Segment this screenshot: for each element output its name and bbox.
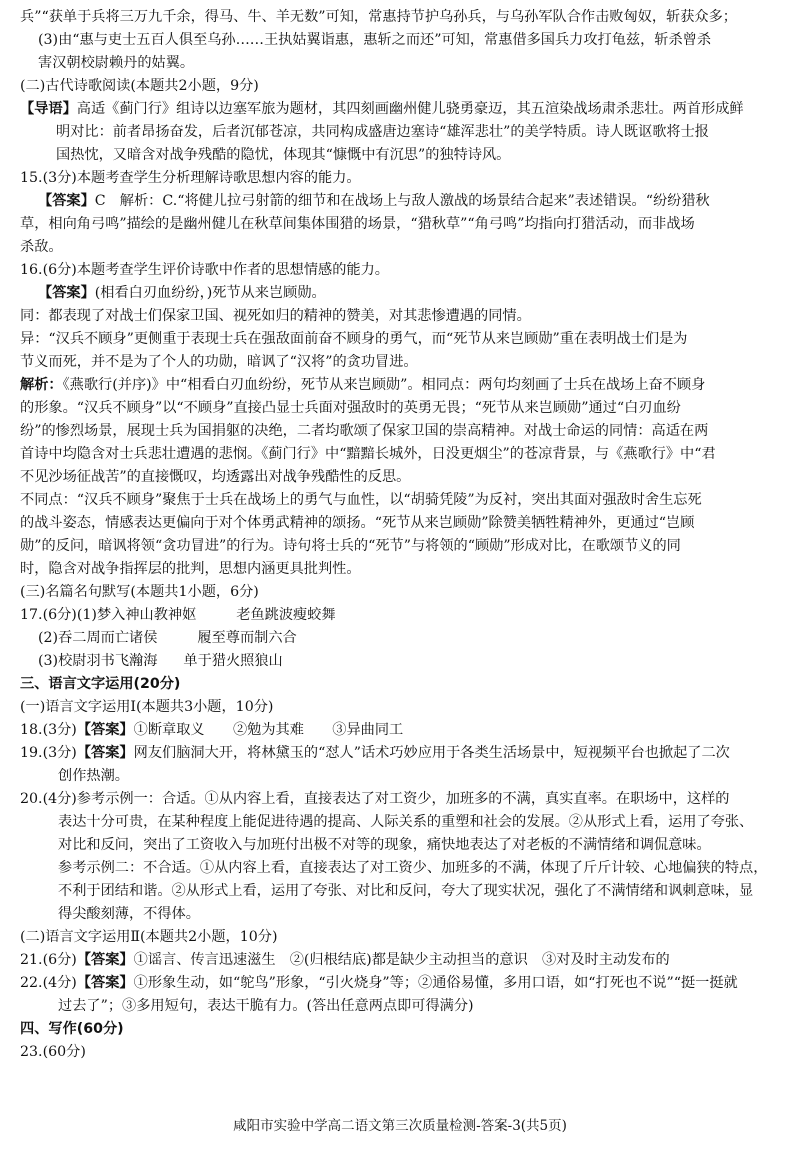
text-line: 异：“汉兵不顾身”更侧重于表现士兵在强敌面前奋不顾身的勇气，而“死节从来岂顾勋”重在表明战士们是为 xyxy=(20,331,688,347)
text-line: 得尖酸刻薄，不得体。 xyxy=(58,906,200,922)
answer-label: 【答案】 xyxy=(38,193,95,209)
text-line: 不利于团结和谐。②从形式上看，运用了夸张、对比和反问，夸大了现实状况，强化了不满情绪和讽刺意味，显 xyxy=(58,883,754,899)
page-footer: 咸阳市实验中学高二语文第三次质量检测-答案-3(共5页) xyxy=(233,1118,567,1134)
text-line: 创作热潮。 xyxy=(58,768,129,784)
text-line: 节义而死，并不是为了个人的功勋，暗讽了“汉将”的贪功冒进。 xyxy=(20,354,418,370)
answer-line: 【答案】(相看白刃血纷纷，)死节从来岂顾勋。 xyxy=(38,285,326,301)
section-heading: (二)语言文字运用Ⅱ(本题共2小题，10分) xyxy=(20,929,278,945)
text-line: 过去了”；③多用短句，表达干脆有力。(答出任意两点即可得满分) xyxy=(58,998,474,1014)
text-line: 不见沙场征战苦”的直接慨叹，均透露出对战争残酷性的反思。 xyxy=(20,469,411,485)
text-line: 杀敌。 xyxy=(20,239,63,255)
section-heading: 三、语言文字运用(20分) xyxy=(20,676,181,692)
text-line: 草，相向角弓鸣”描绘的是幽州健儿在秋草间集体围猎的场景，“猎秋草”“角弓鸣”均指向打猎活动，而非战场 xyxy=(20,216,695,232)
answer-label: 【答案】 xyxy=(38,285,95,301)
text-line: 时，隐含对战争指挥层的批判，思想内涵更具批判性。 xyxy=(20,561,361,577)
question-17: 17.(6分)(1)梦入神山教神妪 老鱼跳波瘦蛟舞 xyxy=(20,607,336,623)
guide-label: 【导语】 xyxy=(20,101,77,117)
text-line: 国热忱，又暗含对战争残酷的隐忧，体现其“慷慨中有沉思”的独特诗风。 xyxy=(56,147,511,163)
text-line: 纷”的惨烈场景，展现士兵为国捐躯的决绝，二者均歌颂了保家卫国的崇高精神。对战士命运的同情：高适在两 xyxy=(20,423,709,439)
analysis-label: 解析： xyxy=(20,377,63,393)
answer-label: 【答案】 xyxy=(76,952,134,968)
question-23: 23.(60分) xyxy=(20,1044,86,1060)
question-16: 16.(6分)本题考查学生评价诗歌中作者的思想情感的能力。 xyxy=(20,262,389,278)
question-15: 15.(3分)本题考查学生分析理解诗歌思想内容的能力。 xyxy=(20,170,361,186)
section-heading: (二)古代诗歌阅读(本题共2小题，9分) xyxy=(20,78,259,94)
answer-sheet xyxy=(20,6,782,1064)
question-19: 19.(3分)【答案】网友们脑洞大开，将林黛玉的“怼人”话术巧妙应用于各类生活场景中，短视频平台也掀起了二次 xyxy=(20,745,730,761)
text-line: 害汉朝校尉赖丹的姑翼。 xyxy=(38,55,195,71)
text-line: 明对比：前者昂扬奋发，后者沉郁苍凉，共同构成盛唐边塞诗“雄浑悲壮”的美学特质。诗人既讴歌将士报 xyxy=(56,124,709,140)
text-line: 的战斗姿态，情感表达更偏向于对个体勇武精神的颂扬。“死节从来岂顾勋”除赞美牺牲精神外，更通过“岂顾 xyxy=(20,515,695,531)
guide-paragraph: 【导语】高适《蓟门行》组诗以边塞军旅为题材，其四刻画幽州健儿骁勇豪迈，其五渲染战场肃杀悲壮。两首形成鲜 xyxy=(20,101,744,117)
question-20: 20.(4分)参考示例一：合适。①从内容上看，直接表达了对工资少，加班多的不满，真实直率。在职场中，这样的 xyxy=(20,791,730,807)
text-line: (3)校尉羽书飞瀚海 单于猎火照狼山 xyxy=(38,653,283,669)
text-line: 表达十分可贵，在某种程度上能促进待遇的提高、人际关系的重塑和社会的发展。②从形式上看，运用了夸张、 xyxy=(58,814,754,830)
section-heading: 四、写作(60分) xyxy=(20,1021,124,1037)
analysis-line: 解析：《燕歌行(并序)》中“相看白刃血纷纷，死节从来岂顾勋”。相同点：两句均刻画了士兵在战场上奋不顾身 xyxy=(20,377,706,393)
question-22: 22.(4分)【答案】①形象生动，如“鸵鸟”形象，“引火烧身”等；②通俗易懂，多用口语，如“打死也不说”“挺一挺就 xyxy=(20,975,738,991)
text-line: 对比和反问，突出了工资收入与加班付出极不对等的现象，痛快地表达了对老板的不满情绪和调侃意味。 xyxy=(58,837,711,853)
text-line: 首诗中均隐含对士兵悲壮遭遇的悲悯。《蓟门行》中“黯黯长城外，日没更烟尘”的苍凉背景，与《燕歌行》中“君 xyxy=(20,446,716,462)
text-line: 兵”“获单于兵将三万九千余，得马、牛、羊无数”可知，常惠持节护乌孙兵，与乌孙军队合作击败匈奴，斩获众多； xyxy=(20,9,737,25)
question-18: 18.(3分)【答案】①断章取义 ②勉为其难 ③异曲同工 xyxy=(20,722,404,738)
text-line: 的形象。“汉兵不顾身”以“不顾身”直接凸显士兵面对强敌时的英勇无畏；“死节从来岂顾勋”通过“白刃血纷 xyxy=(20,400,681,416)
question-21: 21.(6分)【答案】①谣言、传言迅速滋生 ②(归根结底)都是缺少主动担当的意识 ③对及时主动发布的 xyxy=(20,952,670,968)
answer-label: 【答案】 xyxy=(76,975,134,991)
text-line: (2)吞二周而亡诸侯 履至尊而制六合 xyxy=(38,630,297,646)
answer-line: 【答案】C 解析：C.“将健儿拉弓射箭的细节和在战场上与敌人激战的场景结合起来”表述错误。“纷纷猎秋 xyxy=(38,193,710,209)
text-line: 参考示例二：不合适。①从内容上看，直接表达了对工资少、加班多的不满，体现了斤斤计较、心地偏狭的特点， xyxy=(58,860,768,876)
text-line: 不同点：“汉兵不顾身”聚焦于士兵在战场上的勇气与血性，以“胡骑凭陵”为反衬，突出其面对强敌时舍生忘死 xyxy=(20,492,702,508)
section-heading: (三)名篇名句默写(本题共1小题，6分) xyxy=(20,584,259,600)
text-line: 勋”的反问，暗讽将领“贪功冒进”的行为。诗句将士兵的“死节”与将领的“顾勋”形成对比，在歌颂节义的同 xyxy=(20,538,681,554)
text-line: (3)由“惠与吏士五百人俱至乌孙……王执姑翼诣惠，惠斩之而还”可知，常惠借多国兵力攻打龟兹，斩杀曾杀 xyxy=(38,32,712,48)
section-heading: (一)语言文字运用Ⅰ(本题共3小题，10分) xyxy=(20,699,274,715)
answer-label: 【答案】 xyxy=(76,722,134,738)
answer-label: 【答案】 xyxy=(76,745,134,761)
text-line: 同：都表现了对战士们保家卫国、视死如归的精神的赞美，对其悲惨遭遇的同情。 xyxy=(20,308,531,324)
